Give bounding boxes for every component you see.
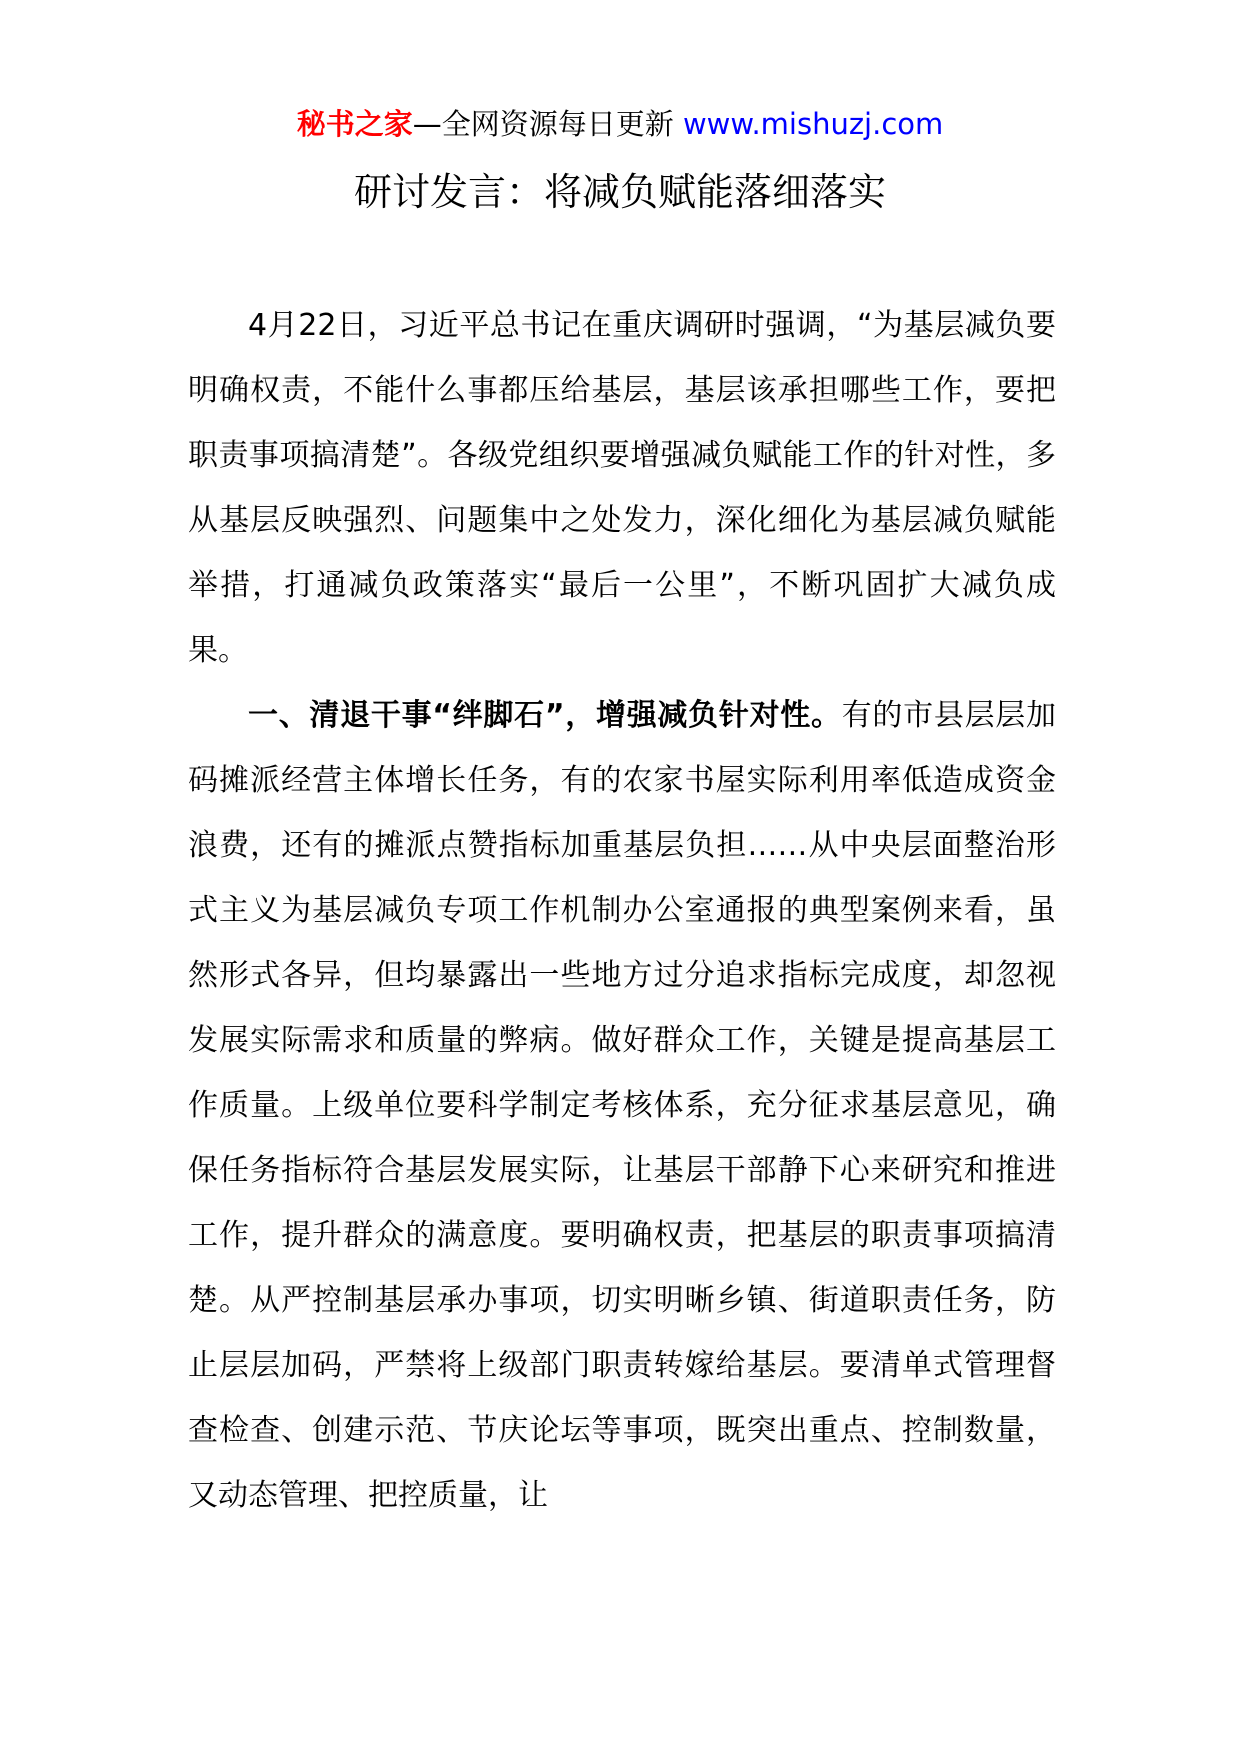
- header-tagline: —全网资源每日更新: [412, 107, 674, 141]
- document-body: [188, 293, 1056, 1528]
- section-heading: 一、清退干事“绊脚石”，增强减负针对性。: [248, 698, 842, 733]
- paragraph-text: 有的市县层层加码摊派经营主体增长任务，有的农家书屋实际利用率低造成资金浪费，还有的摊派点赞指标加重基层负担……从中央层面整治形式主义为基层减负专项工作机制办公室通报的典型案例来看，虽然形式各异，但均暴露出一些地方过分追求指标完成度，却忽视发展实际需求和质量的弊病。做好群众工作，关键是提高基层工作质量。上级单位要科学制定考核体系，充分征求基层意见，确保任务指标符合基层发展实际，让基层干部静下心来研究和推进工作，提升群众的满意度。要明确权责，把基层的职责事项搞清楚。从严控制基层承办事项，切实明晰乡镇、街道职责任务，防止层层加码，严禁将上级部门职责转嫁给基层。要清单式管理督查检查、创建示范、节庆论坛等事项，既突出重点、控制数量，又动态管理、把控质量，让: [188, 698, 1057, 1513]
- brand-name: 秘书之家: [296, 107, 413, 141]
- paragraph-section-one: [188, 683, 1056, 1528]
- site-url-link[interactable]: www.mishuzj.com: [682, 107, 944, 141]
- paragraph-intro: [188, 293, 1056, 683]
- document-title: 研讨发言：将减负赋能落细落实: [353, 170, 886, 214]
- paragraph-text: 4月22日，习近平总书记在重庆调研时强调，“为基层减负要明确权责，不能什么事都压给基层，基层该承担哪些工作，要把职责事项搞清楚”。各级党组织要增强减负赋能工作的针对性，多从基层反映强烈、问题集中之处发力，深化细化为基层减负赋能举措，打通减负政策落实“最后一公里”，不断巩固扩大减负成果。: [188, 308, 1056, 668]
- site-header: [0, 104, 1240, 144]
